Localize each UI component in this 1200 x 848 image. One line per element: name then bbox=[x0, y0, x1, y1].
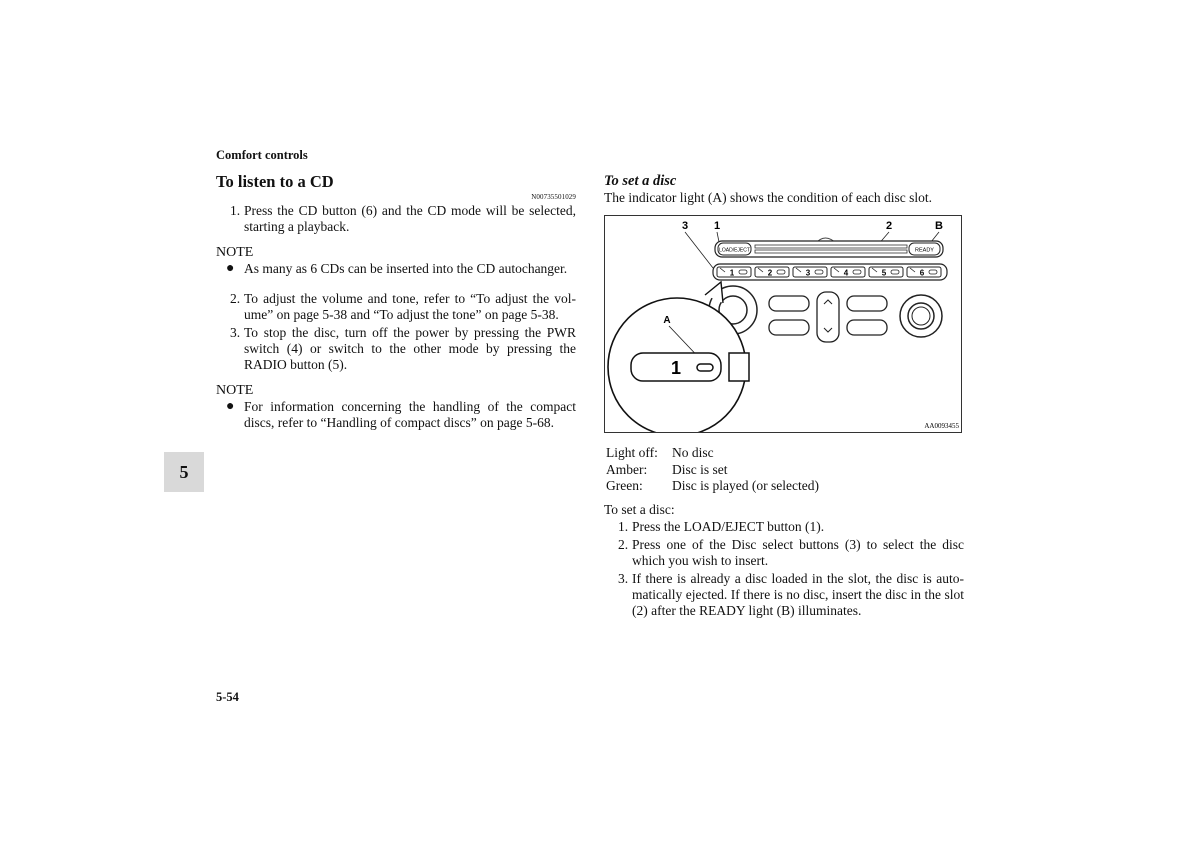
legend-value: No disc bbox=[672, 445, 714, 460]
note-label: NOTE bbox=[216, 383, 254, 398]
list-item bbox=[216, 203, 576, 235]
list-item bbox=[216, 291, 576, 323]
note-text: As many as 6 CDs can be inserted into the CD autochanger. bbox=[244, 261, 568, 276]
indicator-light bbox=[739, 270, 747, 274]
disc-button-label: 3 bbox=[805, 268, 811, 278]
radio-diagram bbox=[605, 216, 961, 432]
step-number: 1. bbox=[618, 519, 629, 534]
indicator-light bbox=[853, 270, 861, 274]
disc-select-button bbox=[869, 267, 903, 278]
step-number: 3. bbox=[618, 571, 629, 586]
indicator-light bbox=[891, 270, 899, 274]
list-item bbox=[604, 537, 964, 569]
table-row bbox=[606, 462, 819, 479]
step-number: 1. bbox=[230, 203, 241, 218]
bullet-icon: ● bbox=[226, 399, 235, 414]
callout-3: 3 bbox=[681, 220, 689, 232]
step-number: 2. bbox=[618, 537, 629, 552]
step-text: Press one of the Disc select buttons (3) to select the disc which you wish to insert. bbox=[632, 537, 964, 568]
note-label: NOTE bbox=[216, 245, 254, 260]
callout-a: A bbox=[663, 315, 671, 326]
disc-button-label: 5 bbox=[881, 268, 887, 278]
disc-button-label: 1 bbox=[729, 268, 735, 278]
table-row bbox=[606, 478, 819, 495]
left-column bbox=[216, 172, 576, 431]
disc-select-button bbox=[831, 267, 865, 278]
legend-value: Disc is set bbox=[672, 461, 728, 477]
list-item bbox=[216, 325, 576, 373]
chapter-tab: 5 bbox=[164, 452, 204, 492]
page-number: 5-54 bbox=[216, 690, 239, 704]
control-button bbox=[769, 320, 809, 335]
step-number: 3. bbox=[230, 325, 241, 340]
callout-b: B bbox=[935, 220, 943, 232]
step-text: To stop the disc, turn off the power by pressing the PWR switch (4) or switch to the other mode by pressing the RADIO button (5). bbox=[244, 325, 576, 372]
heading-set-disc: To set a disc bbox=[604, 173, 677, 189]
callout-1: 1 bbox=[713, 220, 721, 232]
ready-label: READY bbox=[915, 247, 934, 254]
control-button bbox=[769, 296, 809, 311]
document-code: N00735501029 bbox=[531, 193, 576, 201]
cd-slot bbox=[755, 245, 907, 248]
disc-select-button bbox=[793, 267, 827, 278]
list-item bbox=[604, 519, 964, 535]
legend-value: Disc is played (or selected) bbox=[672, 478, 819, 493]
legend-key: Green: bbox=[606, 478, 643, 493]
section-title: Comfort controls bbox=[216, 148, 308, 162]
indicator-light bbox=[777, 270, 785, 274]
legend-key: Light off: bbox=[606, 445, 658, 460]
steps-a bbox=[216, 203, 576, 235]
zoom-disc-number: 1 bbox=[670, 358, 682, 378]
table-row bbox=[606, 445, 819, 462]
disc-button-label: 2 bbox=[767, 268, 773, 278]
list-item bbox=[604, 571, 964, 619]
callout-2: 2 bbox=[885, 220, 893, 232]
control-button bbox=[847, 320, 887, 335]
control-button bbox=[847, 296, 887, 311]
bullet-icon: ● bbox=[226, 261, 235, 276]
step-text: Press the CD button (6) and the CD mode will be selected, starting a playback. bbox=[244, 203, 576, 234]
load-eject-label: LOAD/EJECT bbox=[719, 247, 750, 254]
right-column bbox=[604, 172, 964, 206]
intro-text: The indicator light (A) shows the condition of each disc slot. bbox=[604, 190, 933, 205]
indicator-light bbox=[929, 270, 937, 274]
indicator-light bbox=[697, 364, 713, 371]
figure-code: AA0093455 bbox=[924, 422, 959, 430]
disc-button-label: 4 bbox=[843, 268, 849, 278]
cd-slot-lower bbox=[755, 250, 907, 253]
indicator-legend bbox=[606, 445, 819, 495]
set-disc-steps bbox=[604, 519, 964, 621]
disc-select-button bbox=[717, 267, 751, 278]
note-bullet bbox=[216, 261, 576, 277]
zoom-adjacent-button bbox=[729, 353, 749, 381]
step-text: If there is already a disc loaded in the slot, the disc is auto-matically ejected. If there is no disc, insert the disc in the slot (2) after the READY light (B) illuminates. bbox=[632, 571, 964, 618]
tuning-knob-center bbox=[912, 307, 930, 325]
indicator-light bbox=[815, 270, 823, 274]
note-bullet bbox=[216, 399, 576, 431]
note-text: For information concerning the handling of the compact discs, refer to “Handling of compact discs” on page 5-68. bbox=[244, 399, 576, 430]
step-text: Press the LOAD/EJECT button (1). bbox=[632, 519, 825, 534]
disc-button-label: 6 bbox=[919, 268, 925, 278]
heading-listen-cd: To listen to a CD bbox=[216, 172, 334, 191]
steps-b bbox=[216, 291, 576, 373]
legend-key: Amber: bbox=[606, 461, 648, 477]
set-disc-intro: To set a disc: bbox=[604, 502, 675, 517]
step-number: 2. bbox=[230, 291, 241, 306]
radio-illustration bbox=[604, 215, 962, 433]
disc-select-button bbox=[755, 267, 789, 278]
disc-select-button bbox=[907, 267, 941, 278]
step-text: To adjust the volume and tone, refer to “To adjust the vol-ume” on page 5-38 and “To adjust the tone” on page 5-38. bbox=[244, 291, 576, 322]
